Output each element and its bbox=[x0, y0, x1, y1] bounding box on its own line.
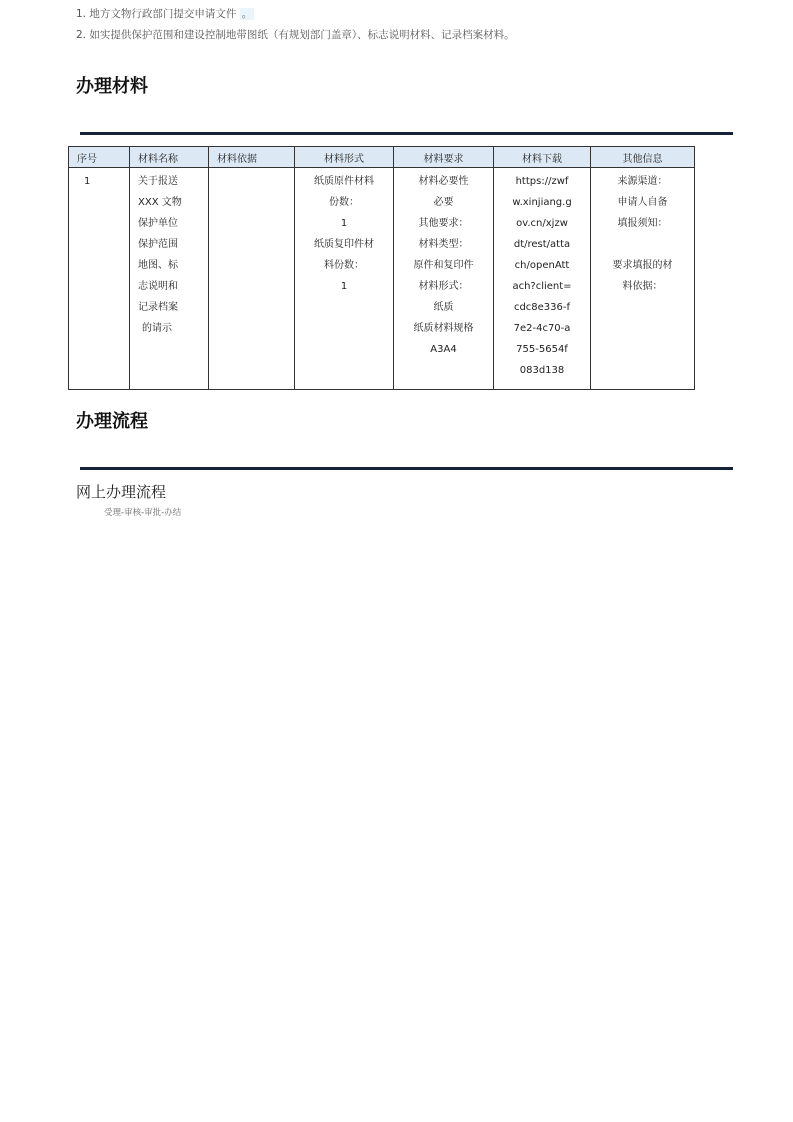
form-line: 1 bbox=[340, 281, 348, 292]
name-line: 的请示 bbox=[142, 323, 172, 334]
materials-table bbox=[68, 146, 695, 390]
form-line: 1 bbox=[340, 218, 348, 229]
header-index: 序号 bbox=[69, 147, 130, 168]
requirement-line: 纸质材料规格 bbox=[413, 323, 474, 334]
header-basis: 材料依据 bbox=[209, 147, 295, 168]
cell-form bbox=[295, 168, 394, 390]
other-line: 要求填报的材 bbox=[612, 260, 673, 271]
cell-name bbox=[130, 168, 209, 390]
download-link-line[interactable]: dt/rest/atta bbox=[513, 239, 571, 250]
name-line: 保护范围 bbox=[138, 239, 178, 250]
table-header-row bbox=[69, 147, 695, 168]
note-1-text: 1. 地方文物行政部门提交申请文件 bbox=[76, 8, 237, 20]
download-link-line[interactable]: ach?client= bbox=[512, 281, 572, 292]
form-line: 纸质复印件材 bbox=[314, 239, 374, 250]
name-line: 记录档案 bbox=[138, 302, 178, 313]
requirement-line: 材料类型： bbox=[418, 239, 469, 250]
header-download: 材料下载 bbox=[494, 147, 591, 168]
note-1 bbox=[76, 4, 515, 25]
requirement-line: 必要 bbox=[433, 197, 454, 208]
requirement-line: 材料形式： bbox=[418, 281, 469, 292]
cell-index: 1 bbox=[69, 168, 130, 390]
requirement-line: 纸质 bbox=[433, 302, 454, 313]
cell-other bbox=[591, 168, 695, 390]
header-form: 材料形式 bbox=[295, 147, 394, 168]
name-line: 保护单位 bbox=[138, 218, 178, 229]
header-name: 材料名称 bbox=[130, 147, 209, 168]
header-other: 其他信息 bbox=[591, 147, 695, 168]
requirement-line: A3A4 bbox=[430, 344, 457, 355]
requirement-line: 材料必要性 bbox=[418, 176, 469, 187]
name-line: 志说明和 bbox=[138, 281, 178, 292]
download-link-line[interactable]: 755-5654f bbox=[516, 344, 568, 355]
table-row bbox=[69, 168, 695, 390]
note-1-suffix: 。 bbox=[241, 8, 253, 20]
download-link-line[interactable]: https://zwf bbox=[515, 176, 569, 187]
other-line: 来源渠道： bbox=[617, 176, 668, 187]
requirement-line: 其他要求： bbox=[418, 218, 469, 229]
cell-download[interactable] bbox=[494, 168, 591, 390]
form-line: 料份数： bbox=[324, 260, 364, 271]
online-process-title: 网上办理流程 bbox=[76, 483, 167, 501]
other-line: 填报须知： bbox=[617, 218, 668, 229]
download-link-line[interactable]: ov.cn/xjzw bbox=[516, 218, 568, 229]
requirement-line: 原件和复印件 bbox=[413, 260, 474, 271]
download-link-line[interactable]: w.xinjiang.g bbox=[512, 197, 572, 208]
materials-divider bbox=[80, 132, 733, 135]
download-link-line[interactable]: cdc8e336-f bbox=[513, 302, 571, 313]
download-link-line[interactable]: ch/openAtt bbox=[514, 260, 570, 271]
name-line: 地图、标 bbox=[138, 260, 178, 271]
online-process-steps: 受理-审核-审批-办结 bbox=[104, 508, 182, 518]
materials-title: 办理材料 bbox=[76, 76, 148, 97]
form-line: 份数： bbox=[329, 197, 359, 208]
cell-basis bbox=[209, 168, 295, 390]
note-2 bbox=[76, 25, 515, 46]
note-2-text: 2. 如实提供保护范围和建设控制地带图纸（有规划部门盖章）、标志说明材料、记录档案材料。 bbox=[76, 29, 515, 41]
other-line: 料依据： bbox=[622, 281, 663, 292]
name-line: XXX 文物 bbox=[138, 197, 182, 208]
cell-requirement bbox=[394, 168, 494, 390]
header-requirement: 材料要求 bbox=[394, 147, 494, 168]
download-link-line[interactable]: 7e2-4c70-a bbox=[513, 323, 571, 334]
process-title: 办理流程 bbox=[76, 411, 148, 432]
other-line bbox=[591, 234, 694, 255]
process-divider bbox=[80, 467, 733, 470]
name-line: 关于报送 bbox=[138, 176, 178, 187]
other-line: 申请人自备 bbox=[617, 197, 668, 208]
notes bbox=[76, 4, 515, 46]
download-link-line[interactable]: 083d138 bbox=[519, 365, 565, 376]
form-line: 纸质原件材料 bbox=[314, 176, 374, 187]
